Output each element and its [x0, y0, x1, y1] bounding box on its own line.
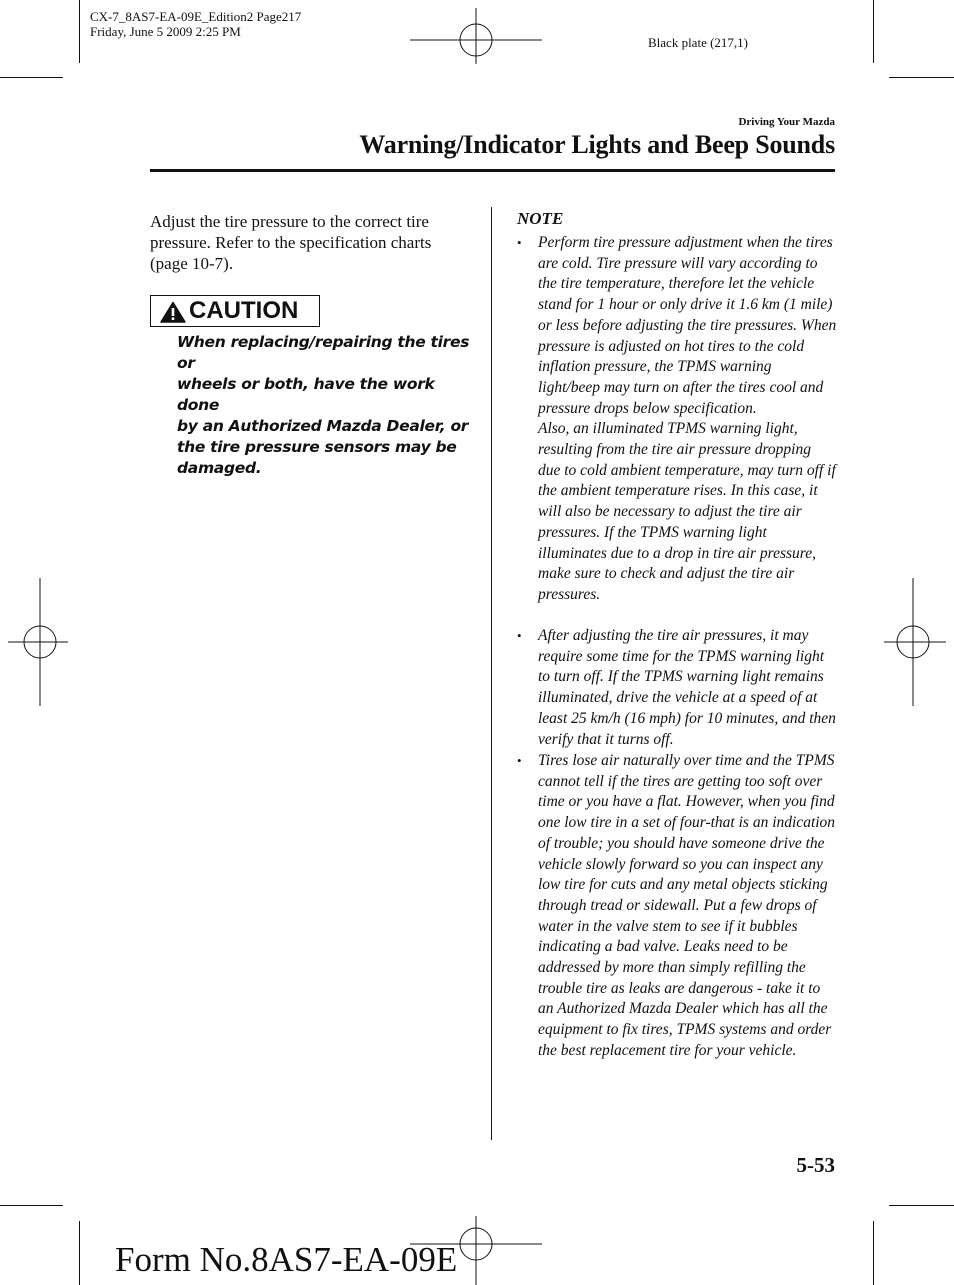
title-rule [150, 169, 835, 172]
section-label: Driving Your Mazda [738, 116, 835, 128]
caution-line: When replacing/repairing the tires or [177, 333, 470, 372]
note-paragraph: Tires lose air naturally over time and the TPMS cannot tell if the tires are getting too soft over time or you have a flat. However, when you find one low tire in a set of four-that is an indication of trouble; you should have someone drive the vehicle slowly forward so you can inspect any low tire for cuts and any metal objects sticking through tread or sidewall. Put a few drops of water in the valve stem to see if it bubbles indicating a bad valve. Leaks need to be addressed by more than simply refilling the trouble tire as leaks are dangerous - take it to an Authorized Mazda Dealer which has all the equipment to fix tires, TPMS systems and order the best replacement tire for your vehicle. [538, 752, 836, 1059]
crop-mark [889, 77, 954, 78]
page-title: Warning/Indicator Lights and Beep Sounds [359, 130, 835, 159]
crop-mark [79, 1221, 80, 1285]
intro-line: Adjust the tire pressure to the correct tire [150, 212, 429, 231]
crop-mark [0, 77, 63, 78]
note-item [517, 233, 837, 606]
caution-line: wheels or both, have the work done [177, 375, 435, 414]
crosshair-registration-icon [410, 8, 542, 68]
print-job-file: CX-7_8AS7-EA-09E_Edition2 Page217 [90, 9, 302, 24]
warning-triangle-icon [160, 301, 186, 323]
caution-label: CAUTION [189, 297, 299, 324]
note-title: NOTE [517, 209, 564, 228]
note-paragraph: Perform tire pressure adjustment when the tires are cold. Tire pressure will vary according to the tire temperature, therefore let the vehicle stand for 1 hour or only drive it 1.6 km (1 mile) or less before adjusting the tire pressures. When pressure is adjusted on hot tires to the cold inflation pressure, the TPMS warning light/beep may turn on after the tires cool and pressure drops below specification. [538, 234, 837, 417]
caution-text [177, 332, 477, 479]
crop-mark [873, 1221, 874, 1285]
crop-mark [0, 1205, 63, 1206]
caution-line: the tire pressure sensors may be [177, 438, 457, 456]
plate-label: Black plate (217,1) [648, 35, 748, 50]
crosshair-registration-icon [8, 578, 68, 706]
form-number: Form No.8AS7-EA-09E [115, 1240, 458, 1279]
note-item [517, 626, 837, 750]
caution-line: damaged. [177, 459, 262, 477]
crop-mark [79, 0, 80, 63]
crop-mark [889, 1205, 954, 1206]
crosshair-registration-icon [884, 578, 946, 706]
note-paragraph: Also, an illuminated TPMS warning light, resulting from the tire air pressure dropping due to cold ambient temperature, may turn off if the ambient temperature rises. In this case, it will also be necessary to adjust the tire air pressures. If the TPMS warning light illuminates due to a drop in tire air pressure, make sure to check and adjust the tire air pressures. [538, 420, 836, 603]
page-number: 5-53 [796, 1153, 835, 1177]
note-item [517, 751, 837, 1062]
caution-line: by an Authorized Mazda Dealer, or [177, 417, 469, 435]
intro-line: (page 10-7). [150, 254, 234, 273]
bullet-icon: • [517, 753, 522, 768]
print-job-date: Friday, June 5 2009 2:25 PM [90, 24, 241, 39]
intro-line: pressure. Refer to the specification charts [150, 233, 432, 252]
note-paragraph: After adjusting the tire air pressures, it may require some time for the TPMS warning light to turn off. If the TPMS warning light remains illuminated, drive the vehicle at a speed of at least 25 km/h (16 mph) for 10 minutes, and then verify that it turns off. [538, 627, 836, 748]
caution-box [150, 295, 320, 327]
bullet-icon: • [517, 628, 522, 643]
bullet-icon: • [517, 235, 522, 250]
print-job-info [90, 9, 301, 39]
crop-mark [873, 0, 874, 63]
column-divider [491, 207, 492, 1140]
intro-paragraph [150, 211, 480, 274]
